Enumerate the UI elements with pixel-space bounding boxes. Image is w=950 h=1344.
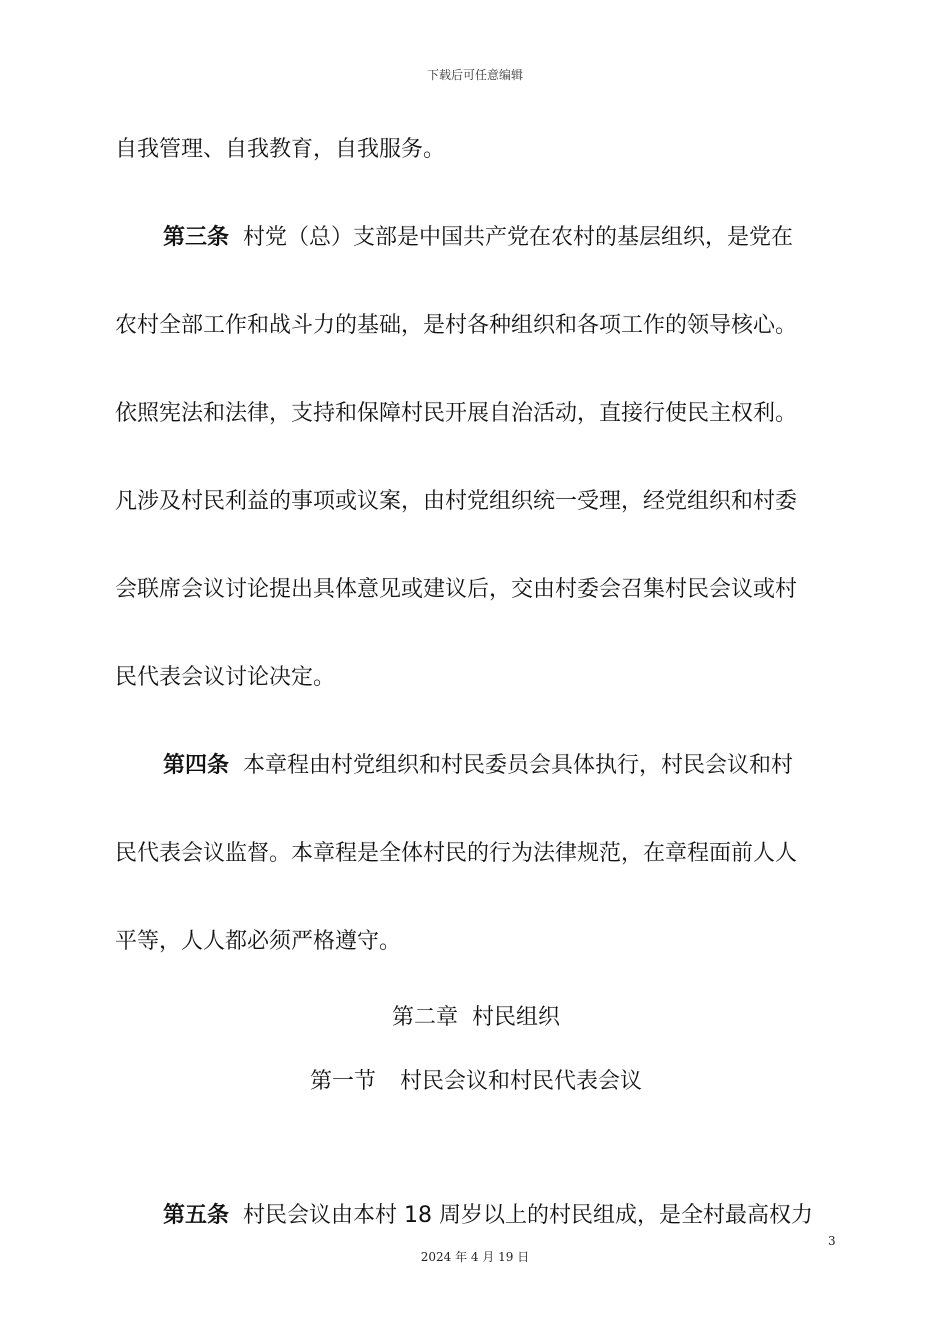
article-4-line-3: 平等，人人都必须严格遵守。 bbox=[115, 929, 402, 954]
article-4-line-2: 民代表会议监督。本章程是全体村民的行为法律规范，在章程面前人人 bbox=[115, 841, 798, 866]
article-5-title: 第五条 bbox=[163, 1203, 230, 1228]
article-3-title: 第三条 bbox=[163, 225, 230, 250]
article-3-line-2: 农村全部工作和战斗力的基础，是村各种组织和各项工作的领导核心。 bbox=[115, 313, 798, 338]
article-3-line-6: 民代表会议讨论决定。 bbox=[115, 665, 336, 690]
article-3-line-5: 会联席会议讨论提出具体意见或建议后，交由村委会召集村民会议或村 bbox=[115, 577, 798, 602]
article-4-line-1 bbox=[115, 744, 837, 832]
chapter-heading bbox=[115, 996, 837, 1040]
article-3-text: 村党（总）支部是中国共产党在农村的基层组织，是党在 bbox=[243, 225, 794, 250]
section-heading bbox=[115, 1060, 837, 1104]
page-header: 下载后可任意编辑 bbox=[426, 68, 523, 82]
footer-date: 2024 年 4 月 19 日 bbox=[420, 1250, 530, 1264]
chapter-number: 第二章 bbox=[391, 1005, 458, 1030]
article-3-line-4: 凡涉及村民利益的事项或议案，由村党组织统一受理，经党组织和村委 bbox=[115, 489, 798, 514]
article-3-line-1 bbox=[115, 216, 837, 304]
section-number: 第一节 bbox=[309, 1069, 376, 1094]
chapter-title: 村民组织 bbox=[472, 1005, 561, 1030]
section-title: 村民会议和村民代表会议 bbox=[400, 1069, 643, 1094]
article-4-title: 第四条 bbox=[163, 753, 230, 778]
article-5-text: 村民会议由本村 18 周岁以上的村民组成，是全村最高权力 bbox=[243, 1203, 813, 1228]
spacer bbox=[115, 1104, 837, 1194]
page-number: 3 bbox=[828, 1234, 836, 1248]
paragraph-line: 自我管理、自我教育，自我服务。 bbox=[115, 137, 446, 162]
article-3-line-3: 依照宪法和法律，支持和保障村民开展自治活动，直接行使民主权利。 bbox=[115, 401, 798, 426]
article-4-text: 本章程由村党组织和村民委员会具体执行，村民会议和村 bbox=[243, 753, 794, 778]
article-5-line-1 bbox=[115, 1194, 837, 1282]
document-body bbox=[115, 128, 837, 1282]
